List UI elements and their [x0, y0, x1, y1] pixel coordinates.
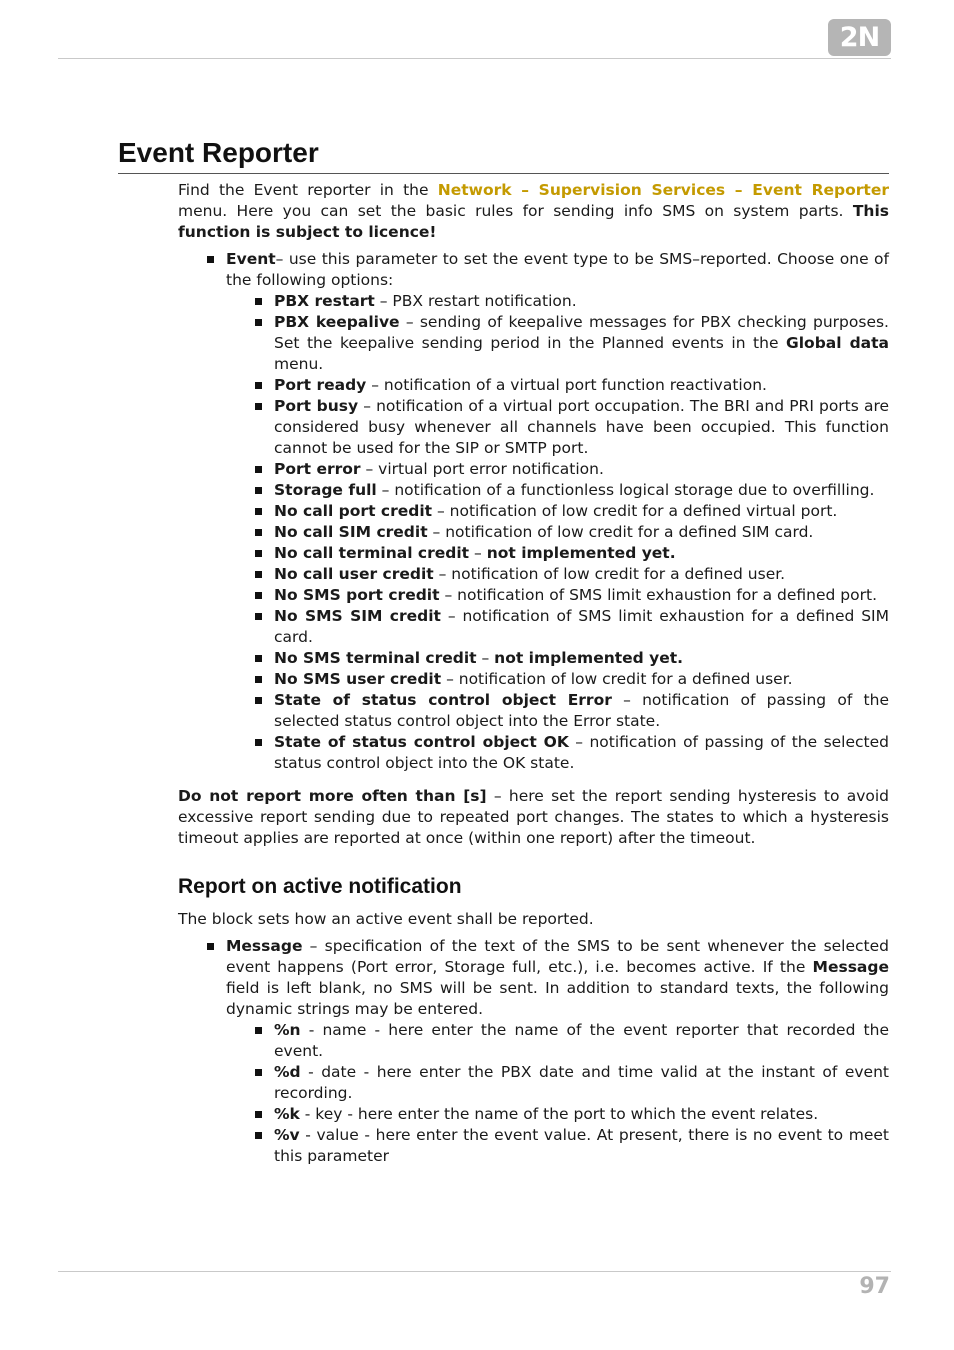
intro-prefix: Find the Event reporter in the — [178, 181, 438, 199]
section-intro: The block sets how an active event shall be reported. — [178, 910, 594, 928]
list-item — [274, 375, 889, 396]
list-item — [274, 732, 889, 774]
option-term: No call port credit — [274, 502, 433, 520]
hysteresis-desc: – here set the report sending hysteresis to avoid excessive report sending due to repeated port changes. The states to which a hysteresis timeout applies are reported at once (within one report) after the timeout. — [178, 787, 889, 847]
option-term-2: not implemented yet. — [486, 544, 676, 562]
list-item — [274, 543, 889, 564]
brand-logo: 2N — [828, 19, 891, 56]
list-item — [274, 690, 889, 732]
option-term: No call terminal credit — [274, 544, 470, 562]
event-options-list — [226, 291, 889, 774]
option-desc: – notification of low credit for a defined SIM card. — [427, 523, 814, 541]
message-parameter — [226, 936, 889, 1167]
option-term: State of status control object Error — [274, 691, 612, 709]
list-item — [274, 1062, 889, 1104]
list-item — [274, 669, 889, 690]
parameter-list — [178, 249, 889, 774]
list-item — [274, 1020, 889, 1062]
hysteresis-term: Do not report more often than [s] — [178, 787, 487, 805]
string-term: %v — [274, 1126, 300, 1144]
string-desc: - name - here enter the name of the event reporter that recorded the event. — [274, 1021, 889, 1060]
option-desc: – notification of a functionless logical storage due to overfilling. — [376, 481, 875, 499]
list-item — [274, 501, 889, 522]
option-term: Port busy — [274, 397, 359, 415]
option-desc: – notification of SMS limit exhaustion for a defined SIM card. — [274, 607, 889, 646]
list-item — [274, 1104, 889, 1125]
option-desc: – notification of SMS limit exhaustion for a defined port. — [439, 586, 877, 604]
dynamic-strings-list — [226, 1020, 889, 1167]
option-term: No call user credit — [274, 565, 434, 583]
option-term: No SMS port credit — [274, 586, 440, 604]
option-desc: – notification of passing of the selected status control object into the OK state. — [274, 733, 889, 772]
list-item — [274, 291, 889, 312]
string-term: %k — [274, 1105, 300, 1123]
message-term: Message — [226, 937, 303, 955]
list-item — [274, 585, 889, 606]
option-desc: – virtual port error notification. — [360, 460, 604, 478]
message-term-2: Message — [812, 958, 889, 976]
event-term: Event — [226, 250, 276, 268]
string-desc: - value - here enter the event value. At present, there is no event to meet this parameter — [274, 1126, 889, 1165]
option-desc: – notification of passing of the selected status control object into the Error state. — [274, 691, 889, 730]
list-item — [274, 648, 889, 669]
option-desc: – — [476, 649, 495, 667]
main-content — [178, 180, 889, 1167]
option-term: Port error — [274, 460, 361, 478]
option-term: No SMS user credit — [274, 670, 442, 688]
list-item — [274, 564, 889, 585]
option-desc: – — [469, 544, 487, 562]
option-term-2: Global data — [786, 334, 889, 352]
list-item — [274, 396, 889, 459]
string-desc: - date - here enter the PBX date and time valid at the instant of event recording. — [274, 1063, 889, 1102]
option-term: Port ready — [274, 376, 367, 394]
message-desc-2: field is left blank, no SMS will be sent. In addition to standard texts, the following dynamic strings may be entered. — [226, 979, 889, 1018]
list-item — [274, 312, 889, 375]
message-list — [178, 936, 889, 1167]
intro-paragraph — [178, 180, 889, 243]
menu-path-link: Network – Supervision Services – Event Reporter — [437, 181, 889, 199]
option-term: State of status control object OK — [274, 733, 569, 751]
page-title: Event Reporter — [118, 135, 889, 174]
option-term: PBX keepalive — [274, 313, 400, 331]
option-desc: – notification of a virtual port occupation. The BRI and PRI ports are considered busy whenever all channels have been occupied. This function cannot be used for the SIP or SMTP port. — [274, 397, 890, 457]
option-desc: – notification of low credit for a defined user. — [433, 565, 786, 583]
option-term: No SMS SIM credit — [274, 607, 441, 625]
message-desc: – specification of the text of the SMS to be sent whenever the selected event happens (Port error, Storage full, etc.), i.e. becomes active. If the — [226, 937, 889, 976]
option-desc: – notification of low credit for a defined virtual port. — [432, 502, 838, 520]
hysteresis-paragraph — [178, 786, 889, 849]
intro-middle: menu. Here you can set the basic rules for sending info SMS on system parts. — [178, 202, 853, 220]
option-term: No SMS terminal credit — [274, 649, 477, 667]
licence-note: This function is subject to licence! — [178, 202, 889, 241]
string-term: %n — [274, 1021, 301, 1039]
header-rule — [58, 58, 891, 59]
option-desc: – sending of keepalive messages for PBX checking purposes. Set the keepalive sending period in the Planned events in the — [274, 313, 889, 352]
list-item — [274, 606, 889, 648]
event-parameter — [226, 249, 889, 774]
option-desc: – PBX restart notification. — [374, 292, 577, 310]
list-item — [274, 1125, 889, 1167]
list-item — [274, 480, 889, 501]
string-term: %d — [274, 1063, 301, 1081]
option-term: Storage full — [274, 481, 377, 499]
footer-rule — [58, 1271, 891, 1272]
string-desc: - key - here enter the name of the port to which the event relates. — [299, 1105, 819, 1123]
event-desc: – use this parameter to set the event type to be SMS–reported. Choose one of the following options: — [226, 250, 889, 289]
list-item — [274, 459, 889, 480]
section-heading: Report on active notification — [178, 875, 462, 898]
option-desc: – notification of low credit for a defined user. — [441, 670, 793, 688]
option-term: PBX restart — [274, 292, 375, 310]
option-term-2: not implemented yet. — [494, 649, 684, 667]
option-term: No call SIM credit — [274, 523, 428, 541]
option-desc: – notification of a virtual port function reactivation. — [366, 376, 767, 394]
page-number: 97 — [859, 1274, 890, 1299]
list-item — [274, 522, 889, 543]
option-desc-2: menu. — [274, 355, 324, 373]
